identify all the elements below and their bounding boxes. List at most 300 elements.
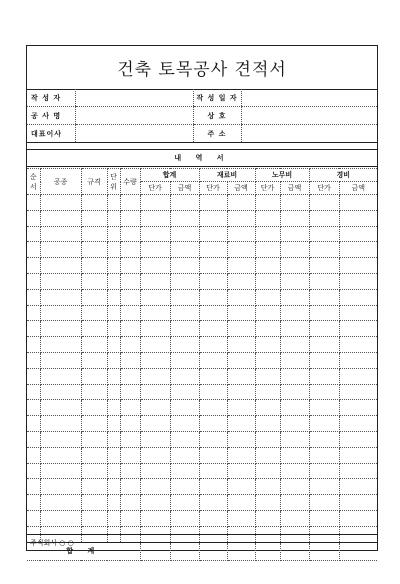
table-cell[interactable] (107, 431, 120, 447)
table-cell[interactable] (280, 226, 309, 242)
table-cell[interactable] (309, 463, 339, 479)
table-cell[interactable] (120, 195, 140, 211)
table-cell[interactable] (107, 495, 120, 511)
table-cell[interactable] (140, 258, 170, 274)
table-cell[interactable] (255, 510, 280, 526)
table-cell[interactable] (140, 273, 170, 289)
table-cell[interactable] (255, 463, 280, 479)
table-cell[interactable] (40, 352, 81, 368)
table-cell[interactable] (140, 416, 170, 432)
table-cell[interactable] (140, 210, 170, 226)
table-cell[interactable] (120, 400, 140, 416)
table-cell[interactable] (120, 463, 140, 479)
table-cell[interactable] (40, 321, 81, 337)
table-cell[interactable] (255, 258, 280, 274)
table-cell[interactable] (227, 416, 255, 432)
table-cell[interactable] (227, 289, 255, 305)
project-field[interactable] (75, 107, 193, 125)
table-cell[interactable] (140, 368, 170, 384)
table-cell[interactable] (339, 273, 377, 289)
table-cell[interactable] (107, 416, 120, 432)
table-cell[interactable] (107, 258, 120, 274)
table-cell[interactable] (27, 510, 40, 526)
table-cell[interactable] (140, 226, 170, 242)
table-cell[interactable] (339, 195, 377, 211)
table-cell[interactable] (255, 321, 280, 337)
col-labor-unit-price: 단가 (255, 182, 280, 195)
table-cell[interactable] (120, 337, 140, 353)
table-cell[interactable] (309, 510, 339, 526)
table-cell[interactable] (40, 384, 81, 400)
table-cell[interactable] (120, 305, 140, 321)
table-cell[interactable] (27, 447, 40, 463)
table-cell[interactable] (120, 447, 140, 463)
table-cell[interactable] (309, 352, 339, 368)
table-cell[interactable] (309, 242, 339, 258)
table-cell[interactable] (170, 416, 199, 432)
table-cell[interactable] (120, 510, 140, 526)
col-labor-amount: 금액 (280, 182, 309, 195)
table-cell[interactable] (199, 495, 227, 511)
table-cell[interactable] (227, 463, 255, 479)
table-cell[interactable] (199, 368, 227, 384)
col-order: 순서 (27, 169, 40, 195)
table-cell[interactable] (227, 337, 255, 353)
table-cell[interactable] (227, 258, 255, 274)
table-cell[interactable] (81, 368, 107, 384)
table-cell[interactable] (107, 447, 120, 463)
table-cell[interactable] (140, 431, 170, 447)
table-cell[interactable] (255, 400, 280, 416)
table-cell[interactable] (107, 384, 120, 400)
table-cell[interactable] (227, 431, 255, 447)
table-cell[interactable] (81, 289, 107, 305)
table-cell[interactable] (120, 210, 140, 226)
table-cell[interactable] (199, 273, 227, 289)
table-cell[interactable] (107, 337, 120, 353)
table-cell[interactable] (81, 479, 107, 495)
table-cell[interactable] (339, 258, 377, 274)
table-cell[interactable] (40, 226, 81, 242)
table-cell[interactable] (255, 416, 280, 432)
table-cell[interactable] (280, 337, 309, 353)
table-cell[interactable] (199, 352, 227, 368)
table-cell[interactable] (27, 258, 40, 274)
table-cell[interactable] (140, 400, 170, 416)
table-cell[interactable] (27, 368, 40, 384)
table-cell[interactable] (170, 463, 199, 479)
table-cell[interactable] (120, 273, 140, 289)
table-cell[interactable] (81, 258, 107, 274)
table-cell[interactable] (81, 210, 107, 226)
table-cell[interactable] (309, 495, 339, 511)
table-cell[interactable] (199, 400, 227, 416)
table-cell[interactable] (170, 495, 199, 511)
table-cell[interactable] (227, 400, 255, 416)
table-cell[interactable] (40, 289, 81, 305)
table-cell[interactable] (107, 463, 120, 479)
table-cell[interactable] (339, 289, 377, 305)
table-cell[interactable] (107, 289, 120, 305)
table-cell[interactable] (227, 384, 255, 400)
section-title: 내 역 서 (27, 149, 377, 167)
table-cell[interactable] (107, 305, 120, 321)
table-cell[interactable] (280, 273, 309, 289)
table-cell[interactable] (81, 400, 107, 416)
table-cell[interactable] (255, 352, 280, 368)
table-cell[interactable] (140, 495, 170, 511)
table-cell[interactable] (339, 400, 377, 416)
table-cell[interactable] (140, 447, 170, 463)
col-material: 재료비 (199, 169, 255, 182)
table-cell[interactable] (27, 305, 40, 321)
table-cell[interactable] (107, 242, 120, 258)
table-cell[interactable] (170, 447, 199, 463)
table-cell[interactable] (170, 195, 199, 211)
table-row (27, 305, 377, 321)
table-cell[interactable] (280, 195, 309, 211)
date-field[interactable] (241, 89, 377, 107)
table-cell[interactable] (227, 242, 255, 258)
table-cell[interactable] (339, 479, 377, 495)
table-cell[interactable] (280, 368, 309, 384)
table-cell[interactable] (199, 210, 227, 226)
info-table (27, 89, 377, 143)
table-cell[interactable] (309, 305, 339, 321)
table-cell[interactable] (120, 242, 140, 258)
table-cell[interactable] (170, 384, 199, 400)
table-cell[interactable] (140, 510, 170, 526)
table-cell[interactable] (255, 337, 280, 353)
table-cell[interactable] (255, 479, 280, 495)
table-cell[interactable] (140, 305, 170, 321)
table-cell[interactable] (120, 321, 140, 337)
table-cell[interactable] (81, 305, 107, 321)
table-cell[interactable] (81, 195, 107, 211)
table-cell[interactable] (140, 337, 170, 353)
table-cell[interactable] (170, 368, 199, 384)
table-cell[interactable] (199, 195, 227, 211)
table-cell[interactable] (255, 226, 280, 242)
table-cell[interactable] (81, 321, 107, 337)
table-cell[interactable] (170, 226, 199, 242)
table-cell[interactable] (170, 242, 199, 258)
table-cell[interactable] (255, 242, 280, 258)
table-cell[interactable] (339, 463, 377, 479)
table-cell[interactable] (40, 258, 81, 274)
table-cell[interactable] (170, 510, 199, 526)
table-cell[interactable] (140, 463, 170, 479)
table-cell[interactable] (170, 479, 199, 495)
table-cell[interactable] (27, 352, 40, 368)
table-cell[interactable] (227, 352, 255, 368)
col-material-amount: 금액 (227, 182, 255, 195)
table-cell[interactable] (199, 384, 227, 400)
table-cell[interactable] (227, 226, 255, 242)
table-cell[interactable] (227, 210, 255, 226)
table-cell[interactable] (81, 352, 107, 368)
table-cell[interactable] (280, 510, 309, 526)
table-cell[interactable] (40, 479, 81, 495)
table-cell[interactable] (227, 273, 255, 289)
table-cell[interactable] (280, 321, 309, 337)
table-cell[interactable] (227, 495, 255, 511)
table-cell[interactable] (199, 289, 227, 305)
table-cell[interactable] (120, 289, 140, 305)
table-cell[interactable] (309, 384, 339, 400)
table-cell[interactable] (309, 210, 339, 226)
table-cell[interactable] (40, 431, 81, 447)
table-cell[interactable] (339, 384, 377, 400)
table-cell[interactable] (120, 479, 140, 495)
table-cell[interactable] (170, 352, 199, 368)
total-label: 합 계 (27, 542, 140, 560)
table-cell[interactable] (27, 289, 40, 305)
table-cell[interactable] (170, 210, 199, 226)
table-cell[interactable] (255, 289, 280, 305)
table-cell[interactable] (107, 510, 120, 526)
table-cell[interactable] (339, 321, 377, 337)
table-cell[interactable] (199, 479, 227, 495)
table-cell[interactable] (339, 495, 377, 511)
table-cell[interactable] (309, 337, 339, 353)
table-row (27, 258, 377, 274)
table-cell[interactable] (170, 273, 199, 289)
table-cell[interactable] (27, 416, 40, 432)
table-cell[interactable] (27, 242, 40, 258)
table-cell[interactable] (309, 368, 339, 384)
table-cell[interactable] (309, 479, 339, 495)
table-cell[interactable] (170, 258, 199, 274)
table-cell[interactable] (40, 510, 81, 526)
table-cell[interactable] (255, 431, 280, 447)
table-cell[interactable] (255, 273, 280, 289)
table-cell[interactable] (107, 321, 120, 337)
table-cell[interactable] (199, 337, 227, 353)
table-cell[interactable] (120, 431, 140, 447)
table-cell[interactable] (27, 226, 40, 242)
table-cell[interactable] (107, 273, 120, 289)
table-cell[interactable] (27, 273, 40, 289)
table-cell[interactable] (140, 321, 170, 337)
table-cell[interactable] (199, 242, 227, 258)
table-cell[interactable] (27, 210, 40, 226)
col-work: 공종 (40, 169, 81, 195)
table-cell[interactable] (27, 384, 40, 400)
table-cell[interactable] (280, 384, 309, 400)
table-cell[interactable] (255, 368, 280, 384)
table-cell[interactable] (227, 321, 255, 337)
table-cell[interactable] (309, 431, 339, 447)
table-cell[interactable] (255, 495, 280, 511)
table-cell[interactable] (107, 368, 120, 384)
table-cell[interactable] (107, 400, 120, 416)
table-cell[interactable] (170, 321, 199, 337)
table-cell[interactable] (27, 321, 40, 337)
table-cell[interactable] (120, 258, 140, 274)
table-cell[interactable] (81, 226, 107, 242)
table-cell[interactable] (40, 210, 81, 226)
table-cell[interactable] (27, 195, 40, 211)
table-cell[interactable] (199, 463, 227, 479)
table-cell[interactable] (339, 305, 377, 321)
table-cell[interactable] (227, 305, 255, 321)
table-cell[interactable] (227, 368, 255, 384)
table-cell[interactable] (27, 400, 40, 416)
address-field[interactable] (241, 125, 377, 143)
table-cell[interactable] (40, 416, 81, 432)
table-cell[interactable] (255, 195, 280, 211)
table-cell[interactable] (339, 226, 377, 242)
table-cell[interactable] (309, 273, 339, 289)
table-cell[interactable] (107, 352, 120, 368)
table-cell[interactable] (309, 447, 339, 463)
table-cell[interactable] (107, 479, 120, 495)
table-cell[interactable] (227, 195, 255, 211)
table-cell[interactable] (309, 195, 339, 211)
table-cell[interactable] (339, 210, 377, 226)
table-cell[interactable] (280, 400, 309, 416)
table-cell[interactable] (309, 416, 339, 432)
table-cell[interactable] (339, 416, 377, 432)
table-cell[interactable] (339, 352, 377, 368)
table-cell[interactable] (339, 431, 377, 447)
table-cell[interactable] (170, 431, 199, 447)
table-row (27, 210, 377, 226)
table-cell[interactable] (40, 305, 81, 321)
table-cell[interactable] (227, 479, 255, 495)
rep-field[interactable] (75, 125, 193, 143)
table-cell[interactable] (170, 337, 199, 353)
table-cell[interactable] (199, 431, 227, 447)
table-cell[interactable] (199, 226, 227, 242)
table-cell[interactable] (140, 195, 170, 211)
table-cell[interactable] (309, 226, 339, 242)
table-row (27, 463, 377, 479)
table-row (27, 289, 377, 305)
table-cell[interactable] (27, 479, 40, 495)
table-cell[interactable] (120, 226, 140, 242)
table-cell[interactable] (81, 495, 107, 511)
table-cell[interactable] (170, 305, 199, 321)
table-cell[interactable] (107, 226, 120, 242)
rep-label: 대표이사 (27, 125, 75, 143)
table-cell[interactable] (280, 416, 309, 432)
table-cell[interactable] (81, 510, 107, 526)
table-cell[interactable] (81, 416, 107, 432)
table-row (27, 226, 377, 242)
table-cell[interactable] (227, 447, 255, 463)
table-cell[interactable] (140, 352, 170, 368)
table-row (27, 479, 377, 495)
table-cell[interactable] (339, 368, 377, 384)
table-cell[interactable] (280, 289, 309, 305)
table-cell[interactable] (107, 195, 120, 211)
table-cell[interactable] (280, 495, 309, 511)
table-cell[interactable] (81, 242, 107, 258)
table-cell[interactable] (40, 195, 81, 211)
table-cell[interactable] (27, 463, 40, 479)
table-cell[interactable] (40, 400, 81, 416)
table-cell[interactable] (227, 510, 255, 526)
table-cell[interactable] (280, 479, 309, 495)
table-cell[interactable] (140, 479, 170, 495)
table-cell[interactable] (170, 400, 199, 416)
table-cell[interactable] (199, 510, 227, 526)
table-cell[interactable] (199, 305, 227, 321)
table-cell[interactable] (255, 305, 280, 321)
table-cell[interactable] (40, 337, 81, 353)
table-cell[interactable] (81, 463, 107, 479)
table-cell[interactable] (40, 495, 81, 511)
table-cell[interactable] (81, 337, 107, 353)
col-sum-amount: 금액 (170, 182, 199, 195)
table-cell[interactable] (40, 273, 81, 289)
author-field[interactable] (75, 89, 193, 107)
table-cell[interactable] (140, 289, 170, 305)
table-cell[interactable] (107, 210, 120, 226)
table-row (27, 321, 377, 337)
table-cell[interactable] (309, 400, 339, 416)
table-cell[interactable] (339, 510, 377, 526)
table-cell[interactable] (81, 384, 107, 400)
table-cell[interactable] (27, 337, 40, 353)
table-cell[interactable] (280, 305, 309, 321)
table-cell[interactable] (40, 242, 81, 258)
table-cell[interactable] (255, 447, 280, 463)
table-cell[interactable] (81, 447, 107, 463)
table-cell[interactable] (280, 210, 309, 226)
table-cell[interactable] (40, 368, 81, 384)
table-cell[interactable] (339, 242, 377, 258)
table-cell[interactable] (309, 258, 339, 274)
table-cell[interactable] (339, 337, 377, 353)
table-cell[interactable] (81, 431, 107, 447)
table-cell[interactable] (309, 289, 339, 305)
table-cell[interactable] (199, 416, 227, 432)
table-cell[interactable] (280, 258, 309, 274)
table-cell[interactable] (309, 321, 339, 337)
table-cell[interactable] (280, 463, 309, 479)
table-cell[interactable] (120, 384, 140, 400)
table-cell[interactable] (120, 352, 140, 368)
table-cell[interactable] (81, 273, 107, 289)
table-cell[interactable] (255, 210, 280, 226)
table-row (27, 273, 377, 289)
company-field[interactable] (241, 107, 377, 125)
table-cell[interactable] (120, 416, 140, 432)
table-cell[interactable] (280, 447, 309, 463)
table-cell[interactable] (339, 447, 377, 463)
table-cell[interactable] (199, 447, 227, 463)
table-cell[interactable] (170, 289, 199, 305)
table-cell[interactable] (280, 352, 309, 368)
table-cell[interactable] (27, 495, 40, 511)
table-cell[interactable] (120, 368, 140, 384)
col-sum: 합계 (140, 169, 199, 182)
table-cell[interactable] (199, 321, 227, 337)
table-cell[interactable] (120, 495, 140, 511)
table-cell[interactable] (280, 242, 309, 258)
table-cell[interactable] (140, 242, 170, 258)
table-cell[interactable] (40, 463, 81, 479)
table-cell[interactable] (40, 447, 81, 463)
table-cell[interactable] (280, 431, 309, 447)
table-cell[interactable] (140, 384, 170, 400)
table-cell[interactable] (255, 384, 280, 400)
table-cell[interactable] (27, 431, 40, 447)
table-cell[interactable] (199, 258, 227, 274)
